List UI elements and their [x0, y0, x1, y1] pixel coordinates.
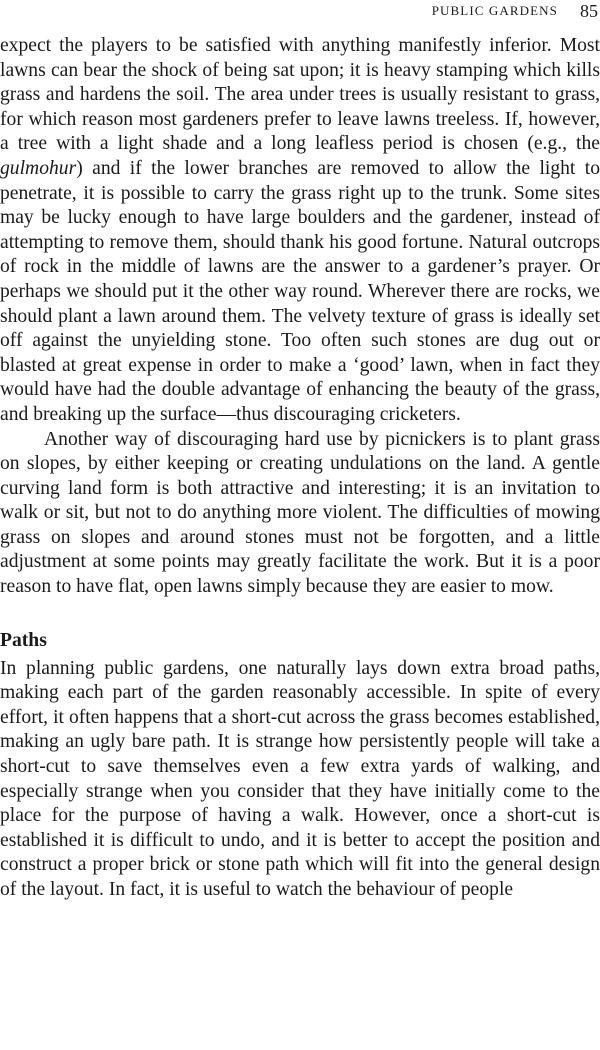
italic-term-gulmohur: gulmohur [0, 157, 77, 179]
paragraph-paths: In planning public gardens, one naturally lays down extra broad paths, making each part of the garden reasonably accessible. In spite of every effort, it often happens that a short-cut across the grass becomes established, making an ugly bare path. It is strange how persistently people will take a short-cut to save themselves even a few extra yards of walking, and especially strange when you consider that they have initially come to the place for the purpose of having a walk. However, once a short-cut is established it is difficult to undo, and it is better to accept the position and construct a proper brick or stone path which will fit into the general design of the layout. In fact, it is useful to watch the behaviour of people [0, 657, 600, 900]
running-title: PUBLIC GARDENS [431, 3, 558, 18]
body-text [0, 34, 600, 903]
paragraph-text: expect the players to be satisfied with anything manifestly inferior. Most lawns can bear the shock of being sat upon; it is heavy stamping which kills grass and hardens the soil. The area under trees is usually resistant to grass, for which reason most gardeners prefer to leave lawns treeless. If, however, a tree with a light shade and a long leafless period is chosen (e.g., the [0, 35, 600, 155]
paragraph-text: ) and if the lower branches are removed to allow the light to penetrate, it is possible to carry the grass right up to the trunk. Some sites may be lucky enough to have large boulders and the gardener, instead of attempting to remove them, should thank his good fortune. Natural outcrops of rock in the middle of lawns are the answer to a gardener’s prayer. Or perhaps we should put it the other way round. Wherever there are rocks, we should plant a lawn around them. The velvety texture of grass is ideally set off against the unyielding stone. Too often such stones are dug out or blasted at great expense in order to make a ‘good’ lawn, when in fact they would have had the double advantage of enhancing the beauty of the grass, and breaking up the surface—thus discouraging cricketers. [0, 157, 600, 425]
page-number: 85 [580, 0, 598, 21]
paragraph-lawns-continued [0, 34, 600, 428]
running-head [432, 0, 598, 22]
paragraph-slopes: Another way of discouraging hard use by picnickers is to plant grass on slopes, by either keeping or creating undulations on the land. A gentle curving land form is both attractive and interesting; it is an invitation to walk or sit, but not to do anything more violent. The difficulties of mowing grass on slopes and around stones must not be forgotten, and a little adjustment at some points may greatly facilitate the work. But it is a poor reason to have flat, open lawns simply because they are easier to mow. [0, 428, 600, 598]
section-heading-paths: Paths [0, 629, 47, 651]
